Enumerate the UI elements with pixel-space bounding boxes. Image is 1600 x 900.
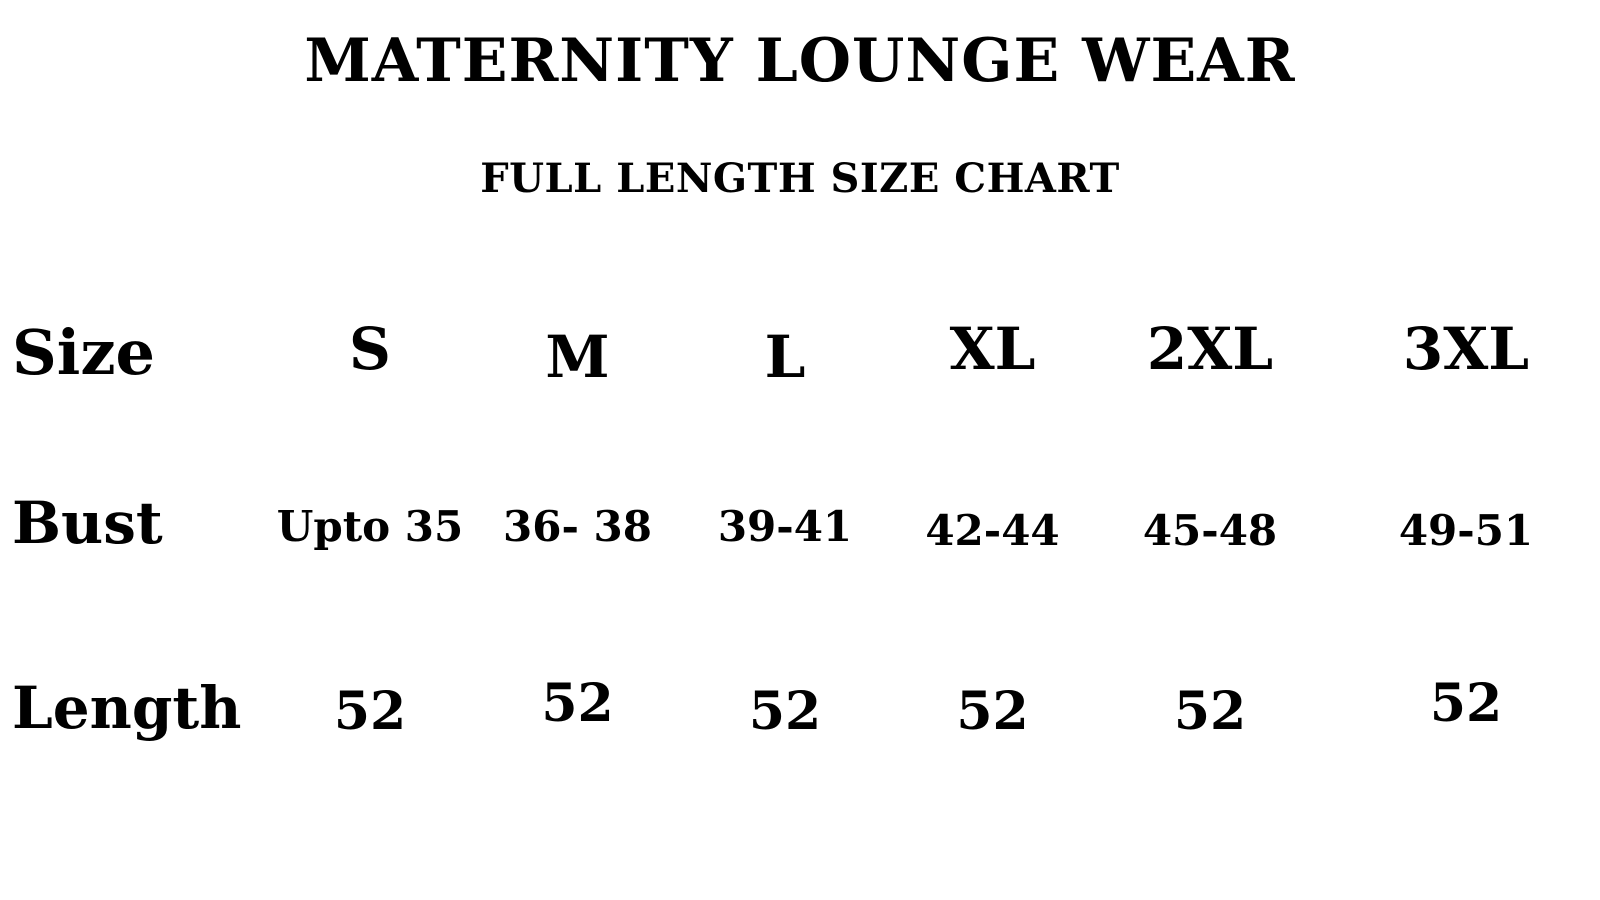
page-title: MATERNITY LOUNGE WEAR — [304, 26, 1296, 96]
bust-cell-xl: 42-44 — [925, 506, 1060, 555]
length-cell-2xl: 52 — [1173, 681, 1247, 742]
length-cell-3xl: 52 — [1429, 673, 1503, 734]
bust-cell-s: Upto 35 — [276, 502, 464, 551]
length-cell-m: 52 — [541, 673, 614, 734]
row-header-length: Length — [12, 673, 242, 742]
length-cell-xl: 52 — [956, 681, 1029, 742]
bust-cell-2xl: 45-48 — [1142, 506, 1278, 555]
bust-cell-3xl: 49-51 — [1398, 506, 1534, 555]
size-cell-s: S — [349, 314, 391, 383]
row-header-size: Size — [12, 316, 155, 389]
length-cell-s: 52 — [333, 681, 407, 742]
size-cell-3xl: 3XL — [1402, 314, 1530, 383]
length-cell-l: 52 — [748, 681, 822, 742]
bust-cell-l: 39-41 — [717, 502, 853, 551]
table-row-size — [0, 275, 1600, 430]
table-row-bust — [0, 430, 1600, 615]
size-cell-m: M — [545, 322, 610, 391]
size-cell-2xl: 2XL — [1146, 314, 1274, 383]
size-cell-l: L — [764, 322, 806, 391]
bust-cell-m: 36- 38 — [503, 502, 652, 551]
table-row-length — [0, 615, 1600, 800]
size-cell-xl: XL — [949, 314, 1036, 383]
page-subtitle: FULL LENGTH SIZE CHART — [480, 155, 1120, 202]
size-chart-table — [0, 275, 1600, 800]
row-header-bust: Bust — [12, 488, 163, 557]
